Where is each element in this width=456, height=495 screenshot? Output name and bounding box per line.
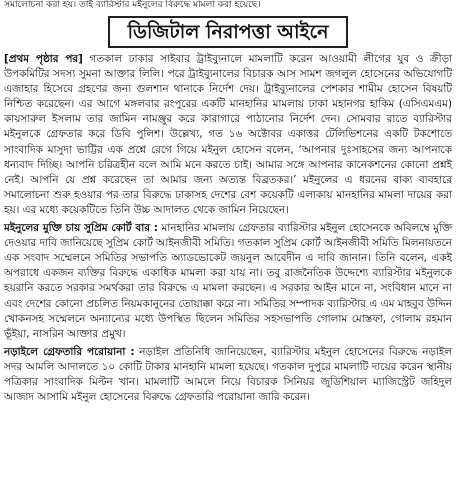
continued-from-front-label: [প্রথম পৃষ্ঠার পর] (4, 53, 83, 65)
continued-text-top: সমালোচনা করা হয়। তাই ব্যারিস্টার মইনুলের বিরুদ্ধে মামলা করা হয়েছে। (4, 0, 261, 10)
subheading-supreme-court-bar: মইনুলের মুক্তি চায় সুপ্রিম কোর্ট বার : (4, 222, 158, 235)
paragraph-supreme-court-bar (4, 221, 452, 342)
article-headline: ডিজিটাল নিরাপত্তা আইনে (108, 16, 348, 48)
paragraph-body: গতকাল ঢাকার সাইবার ট্রাইব্যুনালে মামলাটি করেন আওয়ামী লীগের যুব ও ক্রীড়া উপকমিটির সদস্য সুমনা আক্তার লিলি। পরে ট্রাইব্যুনালের বিচারক আস সামশ জগলুল হোসেনের অভিযোগটি এজাহার হিসেবে গ্রহণের জন্য গুলশান থানাকে নির্দেশ দেয়। ট্রাইব্যুনালের পেশকার শামীম হোসেন বিষয়টি নিশ্চিত করেছেন। এর আগে মঙ্গলবার রংপুরের একটি মানহানির মামলায় ঢাকা মহানগর হাকিম (এসিএমএম) কায়সারুল ইসলাম তার জামিন নামঞ্জুর করে কারাগারে পাঠানোর নির্দেশ দেন। সোমবার রাতে ব্যারিস্টার মইনুলকে গ্রেফতার করে ডিবি পুলিশ। উল্লেখ্য, গত ১৬ অক্টোবর একাত্তর টেলিভিশনের একটি টকশোতে সাংবাদিক মাসুদা ভাট্টির এক প্রশ্নে রেগে গিয়ে মইনুল হোসেন বলেন, ‘আপনার দুঃসাহসের জন্য আপনাকে ধন্যবাদ দিচ্ছি। আপনি চরিত্রহীন বলে আমি মনে করতে চাই। আমার সঙ্গে আপনার কানেকশনের কোনো প্রশ্নই নেই। আপনি যে প্রশ্ন করেছেন তা আমার জন্য অত্যন্ত বিব্রতকর।’ মইনুলের এ ধরনের বাক্য ব্যবহারে সমালোচনা শুরু হওয়ার পর তার বিরুদ্ধে ঢাকাসহ দেশের বেশ কয়েকটি এলাকায় মানহানির মামলা দায়ের করা হয়। এর মধ্যে কয়েকটিতে তিনি উচ্চ আদালত থেকে জামিন নিয়েছেন। (4, 53, 452, 216)
subheading-narail-warrant: নড়াইলে গ্রেফতারি পরোয়ানা : (4, 345, 135, 358)
paragraph-narail-warrant (4, 345, 452, 405)
paragraph-body: নড়াইল প্রতিনিধি জানিয়েছেন, ব্যারিস্টার মইনুল হোসেনের বিরুদ্ধে নড়াইল সদর আমলি আদালতে ১০ কোটি টাকার মানহানি মামলা হয়েছে। গতকাল দুপুরে মামলাটি দায়ের করেন স্থানীয় পত্রিকার সাংবাদিক মিল্টন খান। মামলাটি আমলে নিয়ে বিচারক সিনিয়র জুডিশিয়াল ম্যাজিস্ট্রেট জহিদুল আজাদ আসামি মইনুল হোসেনের বিরুদ্ধে গ্রেফতারি পরোয়ানা জারি করেন। (4, 345, 452, 404)
paragraph-continued (4, 52, 452, 218)
paragraph-body: মানহানির মামলায় গ্রেফতার ব্যারিস্টার মইনুল হোসেনকে অবিলম্বে মুক্তি দেওয়ার দাবি জানিয়েছে সুপ্রিম কোর্ট আইনজীবী সমিতি। গতকাল সুপ্রিম কোর্ট আইনজীবী সমিতি মিলনায়তনে এক সংবাদ সম্মেলনে সমিতির সভাপতি অ্যাডভোকেট জয়নুল আবেদীন এ দাবি জানান। তিনি বলেন, একই অপরাধে একজন ব্যক্তির বিরুদ্ধে একাধিক মামলা করা যায় না। তবু রাজনৈতিক উদ্দেশ্যে ব্যারিস্টার মইনুলকে হয়রানি করতে সরকার সমর্থকরা তার বিরুদ্ধে এ মামলা করছেন। এ সরকার আইন মানে না, সংবিধান মানে না এবং দেশের কোনো প্রচলিত নিয়মকানুনের তোয়াক্কা করে না। সমিতির সম্পাদক ব্যারিস্টার এ এম মাহবুব উদ্দিন খোকনসহ সম্মেলনে অন্যান্যের মধ্যে উপস্থিত ছিলেন সমিতির সহসভাপতি গোলাম মোস্তফা, গোলাম রহমান ভূঁইয়া, নাসরিন আক্তার প্রমুখ। (4, 222, 452, 340)
